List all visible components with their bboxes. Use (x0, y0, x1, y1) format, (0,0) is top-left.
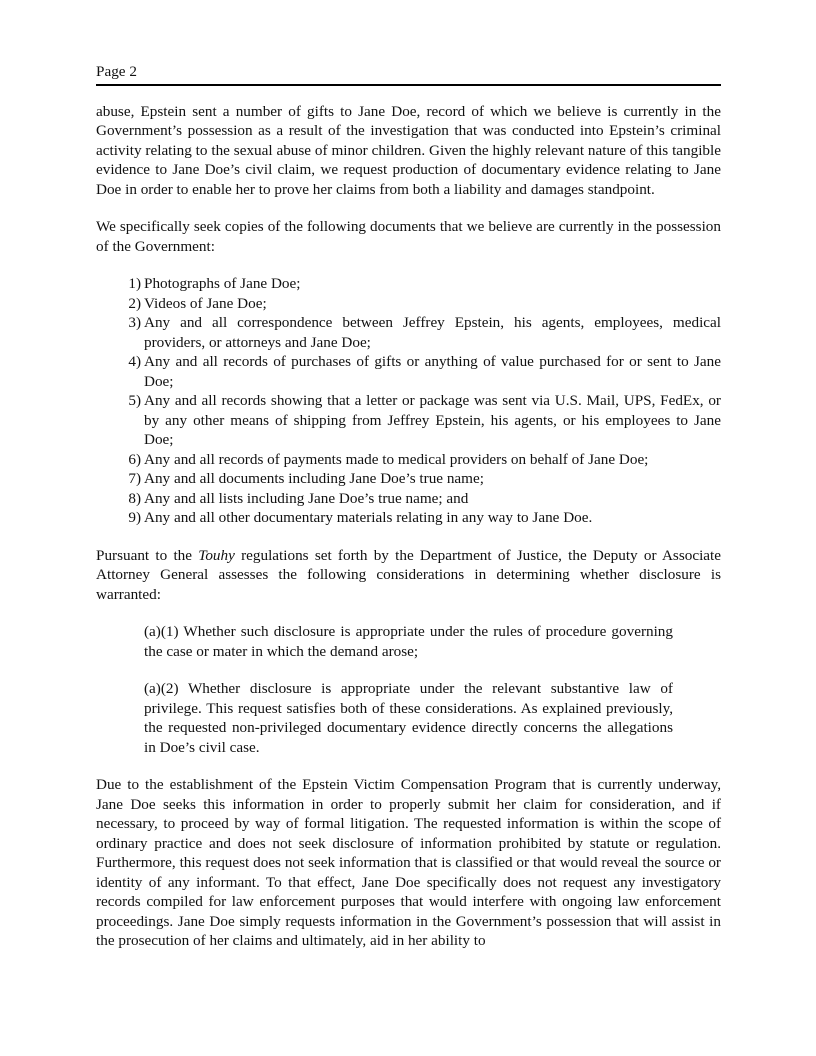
requested-documents-list (96, 274, 721, 528)
list-item-number: 7) (128, 470, 141, 487)
list-item-number: 9) (128, 509, 141, 526)
touhy-text-before: Pursuant to the (96, 546, 199, 564)
list-item-number: 1) (128, 275, 141, 292)
list-item-text: Any and all other documentary materials relating in any way to Jane Doe. (144, 509, 593, 526)
list-item-text: Any and all records of payments made to medical providers on behalf of Jane Doe; (144, 450, 649, 468)
list-item-text: Videos of Jane Doe; (144, 294, 267, 312)
list-item (128, 274, 721, 294)
list-item (128, 508, 721, 528)
list-item-number: 5) (128, 392, 141, 409)
closing-paragraph: Due to the establishment of the Epstein Victim Compensation Program that is currently underway, Jane Doe seeks this information in order to properly submit her claim for consideration, and if necessary, to proceed by way of formal litigation. The requested information is within the scope of ordinary practice and does not seek disclosure of information prohibited by statute or regulation. Furthermore, this request does not seek information that is classified or that would reveal the source or identity of any informant. To that effect, Jane Doe specifically does not request any investigatory records compiled for law enforcement purposes that would interfere with ongoing law enforcement proceedings. Jane Doe simply requests information in the Government’s possession that will assist in the prosecution of her claims and ultimately, aid in her ability to (96, 776, 721, 949)
consideration-a1: (a)(1) Whether such disclosure is appropriate under the rules of procedure governing the case or mater in which the demand arose; (144, 623, 673, 660)
list-item (128, 450, 721, 470)
touhy-paragraph (96, 546, 721, 605)
intro-paragraph: abuse, Epstein sent a number of gifts to Jane Doe, record of which we believe is currently in the Government’s possession as a result of the investigation that was conducted into Epstein’s criminal activity relating to the sexual abuse of minor children. Given the highly relevant nature of this tangible evidence to Jane Doe’s civil claim, we request production of documentary evidence relating to Jane Doe in order to enable her to prove her claims from both a liability and damages standpoint. (96, 102, 721, 198)
list-item-number: 4) (128, 353, 141, 370)
list-item-number: 8) (128, 489, 141, 507)
paragraph-gap (96, 199, 721, 217)
list-item (128, 352, 721, 391)
list-item (128, 294, 721, 314)
paragraph-gap (96, 256, 721, 274)
page-header (96, 62, 721, 86)
list-item-text: Any and all records showing that a letter or package was sent via U.S. Mail, UPS, FedEx, or by any other means of shipping from Jeffrey Epstein, his agents, or his employees to Jane Doe; (144, 392, 721, 448)
list-item (128, 489, 721, 509)
touhy-italic-term: Touhy (198, 546, 235, 564)
paragraph-gap (96, 757, 721, 775)
list-item-text: Any and all lists including Jane Doe’s true name; and (144, 489, 469, 507)
list-item-text: Any and all records of purchases of gifts or anything of value purchased for or sent to Jane Doe; (144, 353, 721, 390)
list-item-text: Any and all correspondence between Jeffrey Epstein, his agents, employees, medical providers, or attorneys and Jane Doe; (144, 314, 721, 351)
paragraph-gap (96, 604, 721, 622)
request-lead-paragraph: We specifically seek copies of the following documents that we believe are currently in the possession of the Government: (96, 218, 721, 255)
page-number: Page 2 (96, 63, 137, 80)
touhy-text-after: regulations set forth by the Department of Justice, the Deputy or Associate Attorney General assesses the following considerations in determining whether disclosure is warranted: (96, 546, 721, 603)
paragraph-gap (144, 661, 673, 679)
consideration-a2: (a)(2) Whether disclosure is appropriate under the relevant substantive law of privilege. This request satisfies both of these considerations. As explained previously, the requested non-privileged documentary evidence directly concerns the allegations in Doe’s civil case. (144, 680, 673, 756)
considerations-block (144, 622, 673, 757)
list-item (128, 391, 721, 450)
list-item-text: Photographs of Jane Doe; (144, 275, 301, 292)
list-item-text: Any and all documents including Jane Doe’s true name; (144, 470, 484, 487)
list-item (128, 469, 721, 489)
list-item (128, 313, 721, 352)
paragraph-gap (96, 528, 721, 546)
list-item-number: 2) (128, 294, 141, 312)
list-item-number: 6) (128, 450, 141, 468)
list-item-number: 3) (128, 314, 141, 331)
document-page (96, 62, 721, 951)
